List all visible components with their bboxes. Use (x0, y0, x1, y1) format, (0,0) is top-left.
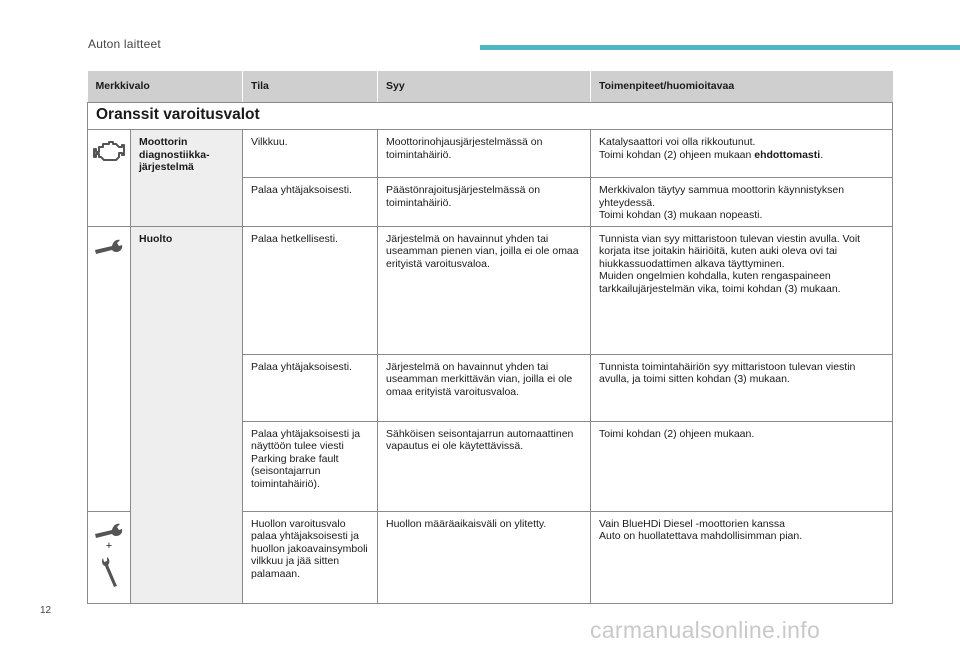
table-row (88, 130, 893, 178)
service-state-3: Palaa yhtäjaksoisesti ja näyttöön tulee viesti Parking brake fault (seisontajarrun toimintahäiriö). (243, 421, 378, 511)
engine-action-1-emphasis: ehdottomasti (754, 148, 821, 161)
service-action-4 (591, 511, 893, 603)
page-number: 12 (40, 605, 52, 616)
service-cause-4: Huollon määräaikaisväli on ylitetty. (378, 511, 591, 603)
engine-action-1 (591, 130, 893, 178)
engine-action-1-line2 (599, 149, 886, 162)
column-header-cause: Syy (378, 71, 591, 103)
section-row (88, 103, 893, 130)
service-action-1 (591, 226, 893, 354)
engine-cause-1: Moottorinohjausjärjestelmässä on toimintahäiriö. (378, 130, 591, 178)
service-action-4-line2: Auto on huollatettava mahdollisimman pian. (599, 530, 803, 542)
spanner-key-icon (94, 554, 124, 590)
engine-name-cell: Moottorin diagnostiikka-järjestelmä (131, 130, 243, 227)
table-header-row (88, 71, 893, 103)
engine-action-2-line2: Toimi kohdan (3) mukaan nopeasti. (599, 209, 763, 221)
engine-action-1-period: . (820, 148, 824, 161)
warning-lights-table (87, 71, 893, 604)
engine-warning-icon (92, 138, 126, 164)
engine-cause-2: Päästönrajoitusjärjestelmässä on toimintahäiriö. (378, 178, 591, 227)
service-action-1-line1: Tunnista vian syy mittaristoon tulevan viestin avulla. Voit korjata itse joitakin häiriöitä, kuten auki oleva ovi tai hiukkassuodattimen alkava täyttyminen. (599, 232, 861, 270)
service-action-4-line1: Vain BlueHDi Diesel -moottorien kanssa (599, 517, 785, 530)
service-name-cell: Huolto (131, 226, 243, 603)
service-state-1: Palaa hetkellisesti. (243, 226, 378, 354)
service-state-2: Palaa yhtäjaksoisesti. (243, 354, 378, 421)
column-header-state: Tila (243, 71, 378, 103)
plus-sign: + (105, 539, 113, 552)
wrench-icon (92, 235, 126, 257)
table-row (88, 226, 893, 354)
watermark: carmanualsonline.info (590, 617, 821, 643)
engine-state-1: Vilkkuu. (243, 130, 378, 178)
service-cause-2: Järjestelmä on havainnut yhden tai useamman merkittävän vian, joilla ei ole omaa erityistä varoitusvaloa. (378, 354, 591, 421)
service-cause-1: Järjestelmä on havainnut yhden tai useamman pienen vian, joilla ei ole omaa erityistä varoitusvaloa. (378, 226, 591, 354)
column-header-indicator: Merkkivalo (88, 71, 243, 103)
engine-icon-cell (88, 130, 131, 227)
service-combined-icon-cell (88, 511, 131, 603)
service-state-4: Huollon varoitusvalo palaa yhtäjaksoisesti ja huollon jakoavainsymboli vilkkuu ja jää sitten palamaan. (243, 511, 378, 603)
service-action-3: Toimi kohdan (2) ohjeen mukaan. (591, 421, 893, 511)
engine-action-2 (591, 178, 893, 227)
column-header-action: Toimenpiteet/huomioitavaa (591, 71, 893, 103)
engine-action-1-line1: Katalysaattori voi olla rikkoutunut. (599, 136, 756, 148)
service-cause-3: Sähköisen seisontajarrun automaattinen vapautus ei ole käytettävissä. (378, 421, 591, 511)
section-header-title: Auton laitteet (88, 37, 161, 51)
wrench-icon (92, 520, 126, 540)
section-title: Oranssit varoitusvalot (88, 103, 893, 130)
engine-state-2: Palaa yhtäjaksoisesti. (243, 178, 378, 227)
engine-action-1-text: Toimi kohdan (2) ohjeen mukaan (599, 148, 755, 161)
header-accent-bar (480, 45, 960, 50)
service-action-2: Tunnista toimintahäiriön syy mittaristoon tulevan viestin avulla, ja toimi sitten kohdan (3) mukaan. (591, 354, 893, 421)
service-action-1-line2: Muiden ongelmien kohdalla, kuten rengaspaineen tarkkailujärjestelmän vika, toimi kohdan (3) mukaan. (599, 270, 841, 295)
engine-action-2-line1: Merkkivalon täytyy sammua moottorin käynnistyksen yhteydessä. (599, 184, 845, 209)
service-icon-cell (88, 226, 131, 511)
